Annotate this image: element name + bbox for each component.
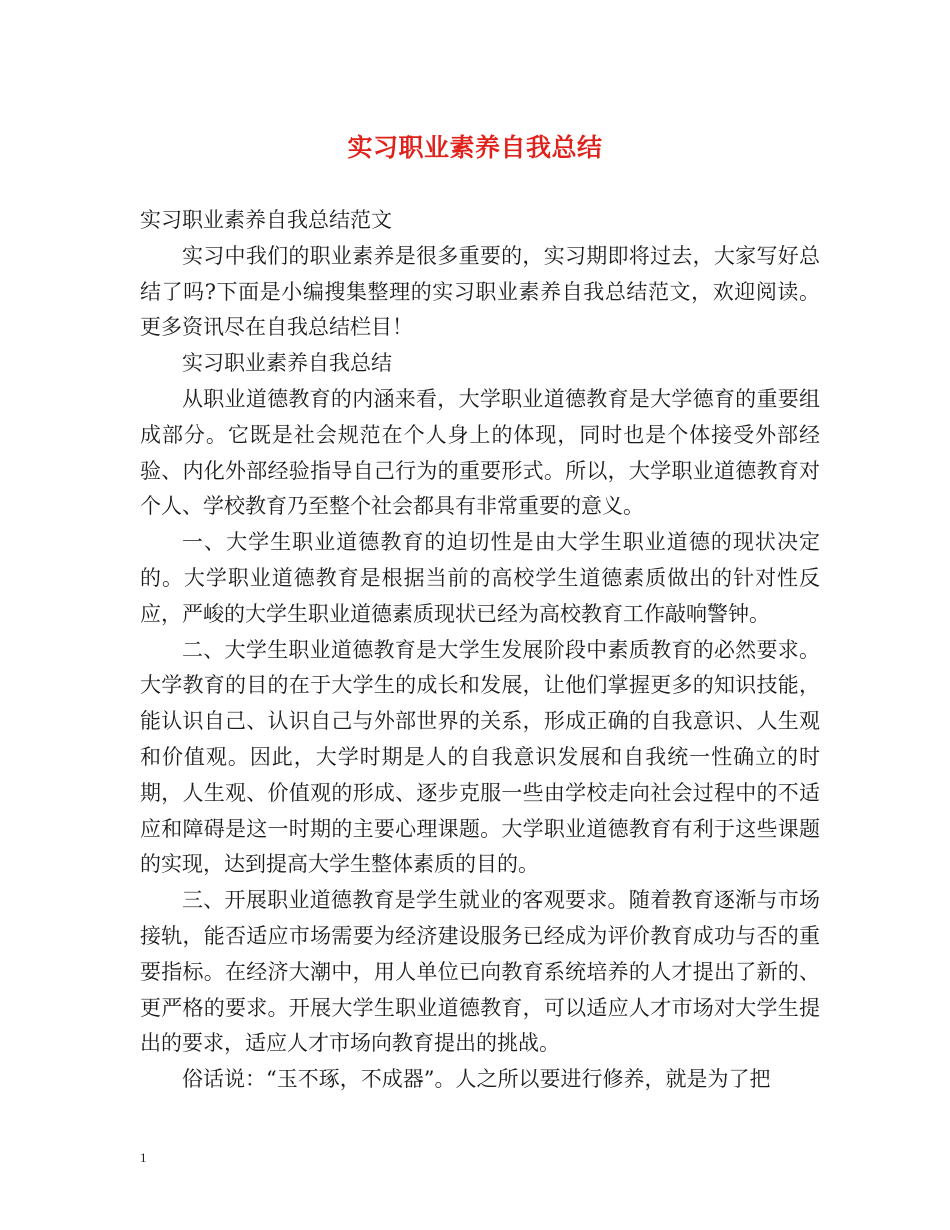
paragraph-saying: 俗话说：“玉不琢，不成器”。人之所以要进行修养，就是为了把 (182, 1067, 771, 1092)
paragraph-point-three: 三、开展职业道德教育是学生就业的客观要求。随着教育逐渐与市场接轨，能否适应市场需要为经济建设服务已经成为评价教育成功与否的重要指标。在经济大潮中，用人单位已向教育系统培养的人才提出了新的、更严格的要求。开展大学生职业道德教育，可以适应人才市场对大学生提出的要求，适应人才市场向教育提出的挑战。 (140, 888, 820, 1056)
page-number: 1 (140, 1150, 147, 1165)
document-body (140, 203, 820, 1098)
paragraph-body: 从职业道德教育的内涵来看，大学职业道德教育是大学德育的重要组成部分。它既是社会规范在个人身上的体现，同时也是个体接受外部经验、内化外部经验指导自己行为的重要形式。所以，大学职业道德教育对个人、学校教育乃至整个社会都具有非常重要的意义。 (140, 386, 820, 519)
paragraph-point-two: 二、大学生职业道德教育是大学生发展阶段中素质教育的必然要求。大学教育的目的在于大学生的成长和发展，让他们掌握更多的知识技能，能认识自己、认识自己与外部世界的关系，形成正确的自我意识、人生观和价值观。因此，大学时期是人的自我意识发展和自我统一性确立的时期，人生观、价值观的形成、逐步克服一些由学校走向社会过程中的不适应和障碍是这一时期的主要心理课题。大学职业道德教育有利于这些课题的实现，达到提高大学生整体素质的目的。 (140, 637, 820, 877)
paragraph-heading: 实习职业素养自我总结 (182, 351, 392, 376)
document-title: 实习职业素养自我总结 (347, 133, 603, 162)
paragraph-intro: 实习中我们的职业素养是很多重要的，实习期即将过去，大家写好总结了吗?下面是小编搜集整理的实习职业素养自我总结范文，欢迎阅读。更多资讯尽在自我总结栏目！ (140, 243, 820, 340)
paragraph-point-one: 一、大学生职业道德教育的迫切性是由大学生职业道德的现状决定的。大学职业道德教育是根据当前的高校学生道德素质做出的针对性反应，严峻的大学生职业道德素质现状已经为高校教育工作敲响警钟。 (140, 530, 820, 626)
paragraph-subtitle: 实习职业素养自我总结范文 (140, 208, 392, 232)
